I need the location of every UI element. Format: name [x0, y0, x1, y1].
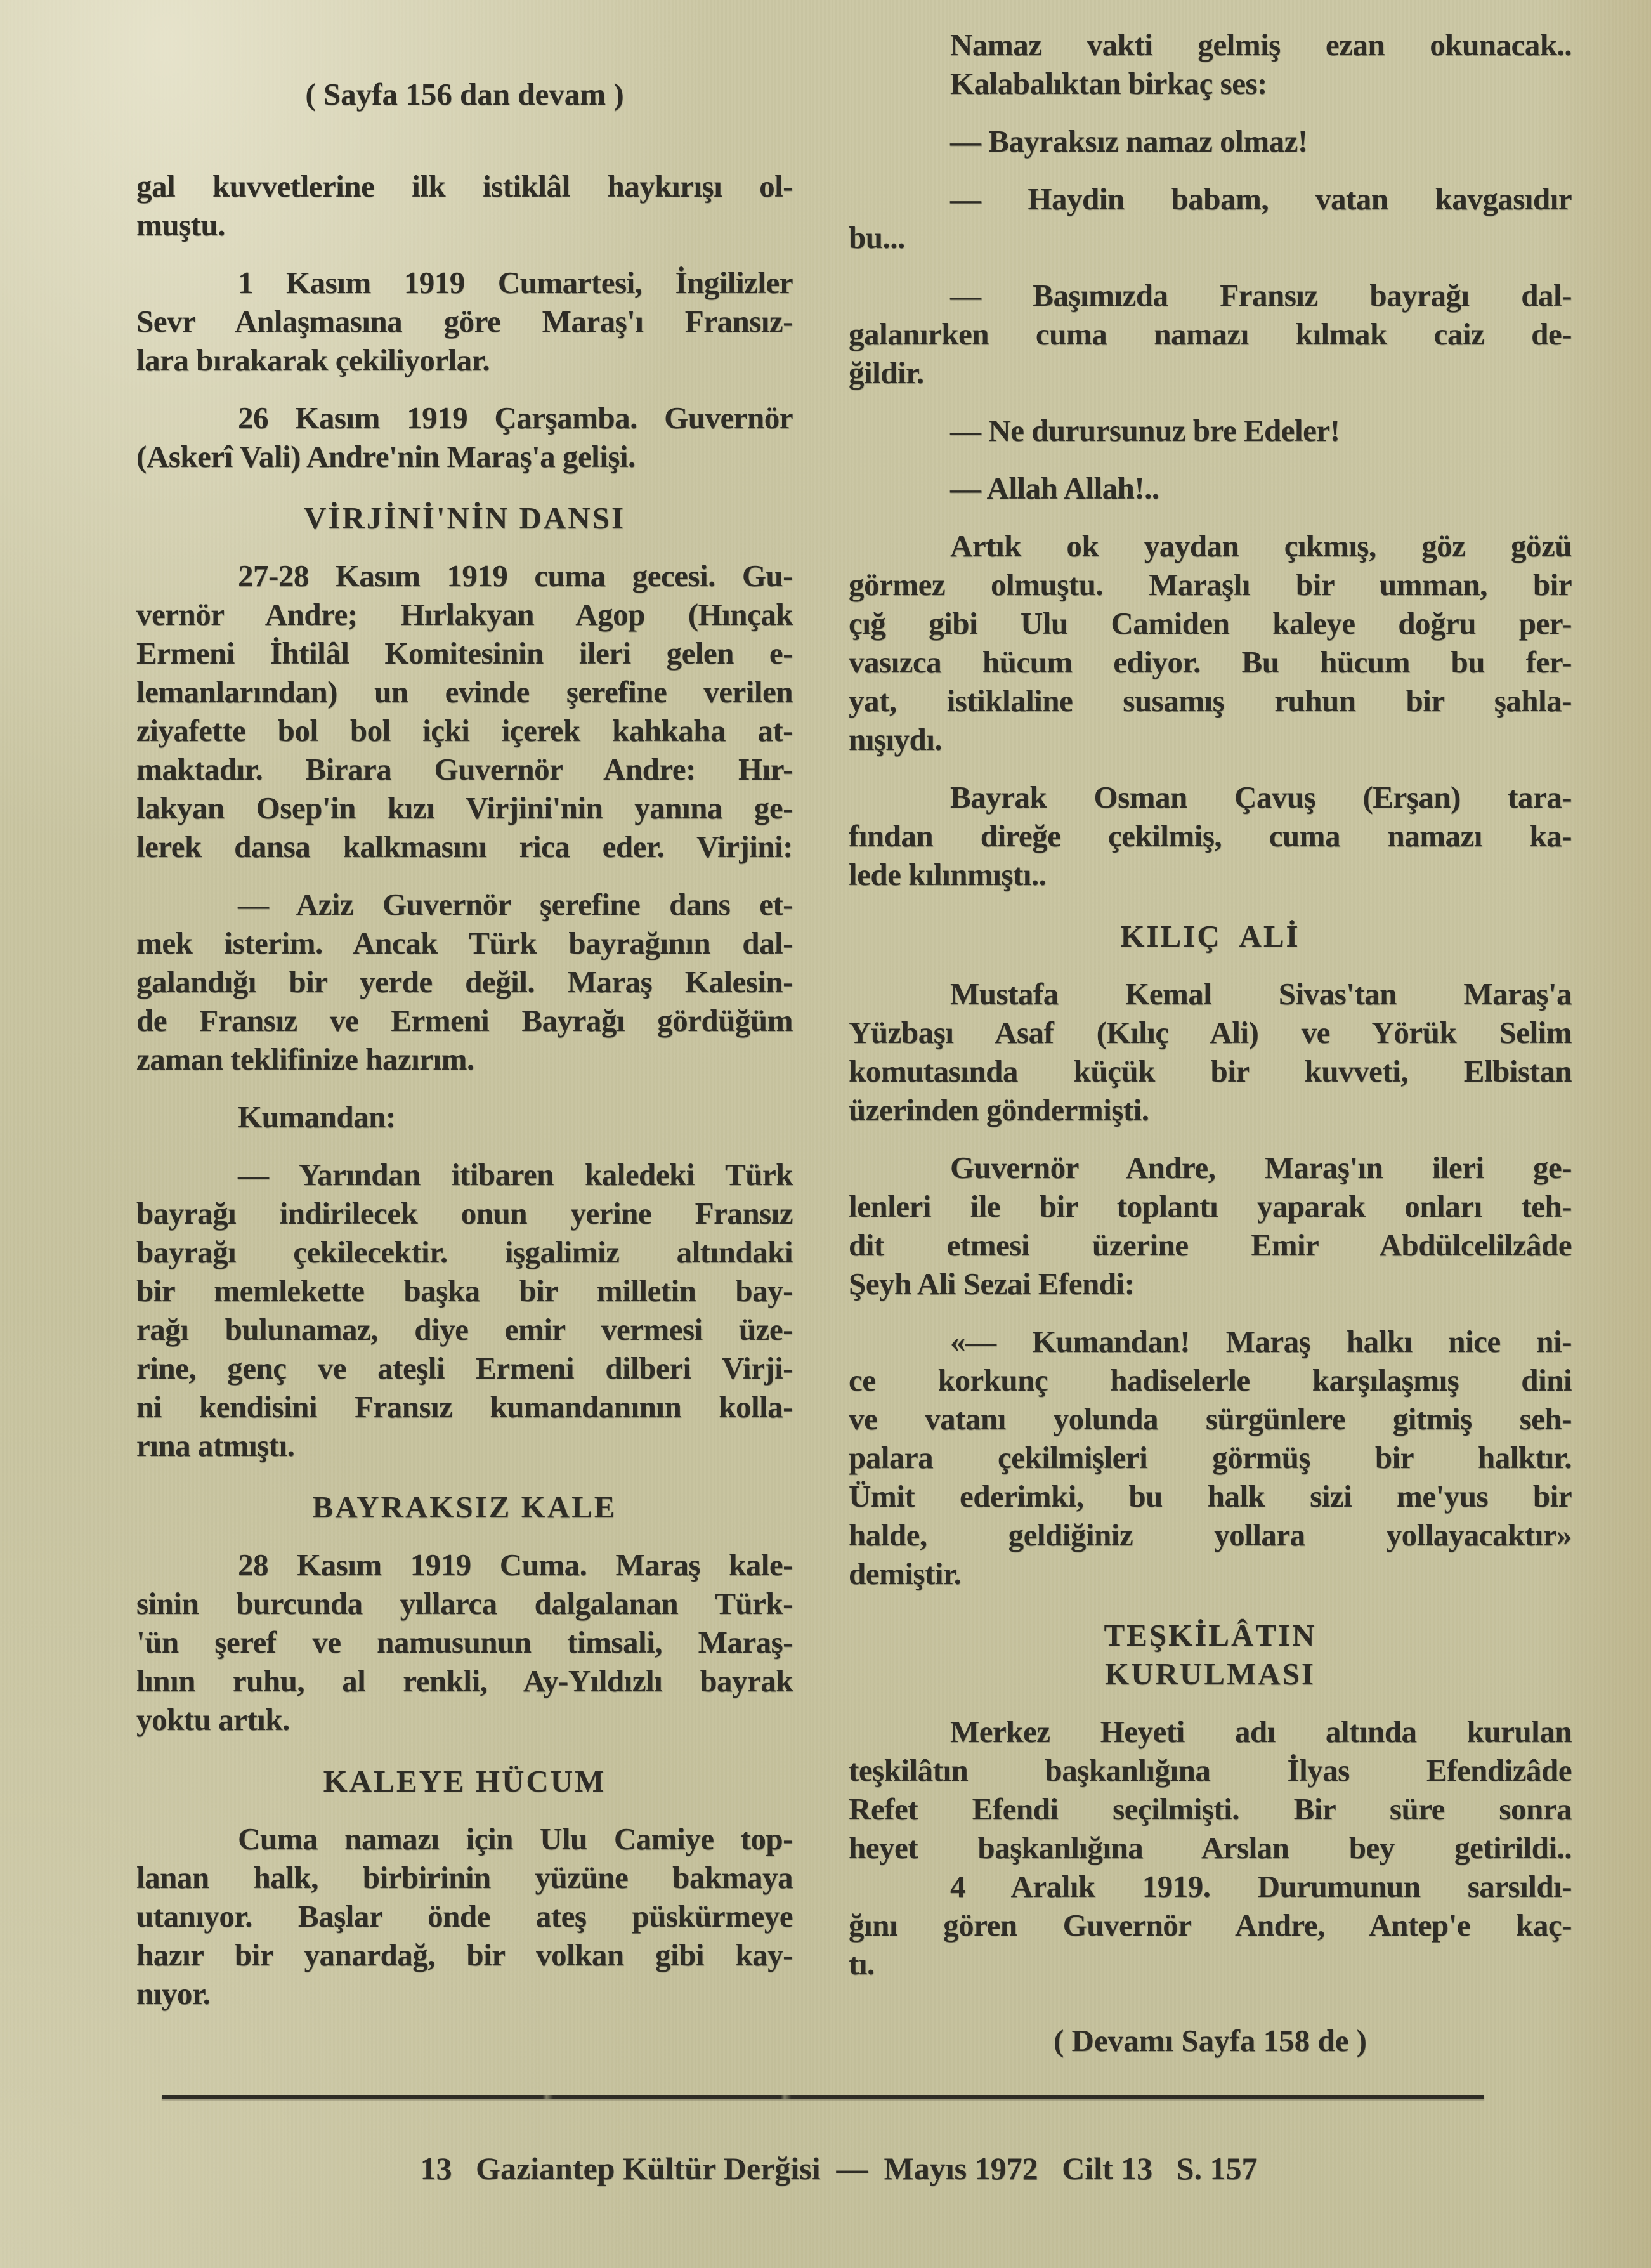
- heading-line: KILIÇ ALİ: [1120, 919, 1300, 954]
- paragraph: [136, 1819, 793, 2013]
- text-line: de Fransız ve Ermeni Bayrağı gördüğüm: [136, 1003, 793, 1038]
- text-line: mek isterim. Ancak Türk bayrağının dal-: [136, 926, 793, 960]
- text-line: vasızca hücum ediyor. Bu hücum bu fer-: [849, 645, 1572, 679]
- text-line: Mustafa Kemal Sivas'tan Maraş'a: [950, 976, 1572, 1011]
- paragraph: [849, 527, 1572, 759]
- text-line: Bayrak Osman Çavuş (Erşan) tara-: [950, 780, 1572, 815]
- text-line: Ümit ederimki, bu halk sizi me'yus bir: [849, 1479, 1572, 1514]
- text-line: ziyafette bol bol içki içerek kahkaha at-: [136, 713, 793, 748]
- text-line: — Aziz Guvernör şerefine dans et-: [238, 887, 793, 922]
- text-line: lanan halk, birbirinin yüzüne bakmaya: [136, 1860, 793, 1895]
- text-line: Artık ok yaydan çıkmış, göz gözü: [950, 528, 1572, 563]
- paragraph: [849, 469, 1572, 508]
- note-line: ( Devamı Sayfa 158 de ): [1053, 2023, 1367, 2058]
- text-line: bayrağı indirilecek onun yerine Fransız: [136, 1196, 793, 1231]
- text-line: heyet başkanlığına Arslan bey getirildi..: [849, 1830, 1572, 1865]
- footer-text: 13 Gaziantep Kültür Derğisi — Mayıs 1972 Cilt 13 S. 157: [420, 2151, 1258, 2186]
- text-line: Ermeni İhtilâl Komitesinin ileri gelen e-: [136, 636, 793, 671]
- paragraph: [849, 974, 1572, 1129]
- text-line: Refet Efendi seçilmişti. Bir süre sonra: [849, 1792, 1572, 1826]
- section-heading: [136, 1488, 793, 1526]
- text-line: nışıydı.: [849, 722, 943, 757]
- text-line: Cuma namazı için Ulu Camiye top-: [238, 1821, 793, 1856]
- text-line: 'ün şeref ve namusunun timsali, Maraş-: [136, 1625, 793, 1660]
- text-line: 1 Kasım 1919 Cumartesi, İngilizler: [238, 265, 793, 300]
- text-line: halde, geldiğiniz yollara yollayacaktır»: [849, 1517, 1572, 1552]
- paragraph: [849, 1712, 1572, 1867]
- text-line: 27-28 Kasım 1919 cuma gecesi. Gu-: [238, 558, 793, 593]
- text-line: muştu.: [136, 207, 225, 242]
- text-line: Yüzbaşı Asaf (Kılıç Ali) ve Yörük Selim: [849, 1015, 1572, 1050]
- text-line: tı.: [849, 1946, 875, 1981]
- text-line: lakyan Osep'in kızı Virjini'nin yanına ge-: [136, 790, 793, 825]
- text-line: ve vatanı yolunda sürgünlere gitmiş seh-: [849, 1401, 1572, 1436]
- text-line: utanıyor. Başlar önde ateş püskürmeye: [136, 1899, 793, 1934]
- text-line: bayrağı çekilecektir. işgalimiz altındaki: [136, 1235, 793, 1269]
- text-line: — Haydin babam, vatan kavgasıdır: [950, 181, 1572, 216]
- text-line: bu...: [849, 220, 905, 255]
- heading-line: KALEYE HÜCUM: [323, 1764, 606, 1799]
- text-line: — Ne durursunuz bre Edeler!: [950, 413, 1340, 448]
- text-line: rına atmıştı.: [136, 1428, 295, 1463]
- text-line: yoktu artık.: [136, 1702, 290, 1737]
- text-line: lenleri ile bir toplantı yaparak onları teh-: [849, 1189, 1572, 1224]
- text-line: lara bırakarak çekiliyorlar.: [136, 343, 490, 377]
- heading-line: TEŞKİLÂTIN: [1104, 1618, 1317, 1653]
- text-line: Namaz vakti gelmiş ezan okunacak..: [950, 27, 1572, 62]
- text-line: ğını gören Guvernör Andre, Antep'e kaç-: [849, 1908, 1572, 1943]
- text-line: yat, istiklaline susamış ruhun bir şahla-: [849, 683, 1572, 718]
- paragraph: [136, 1545, 793, 1739]
- text-line: hazır bir yanardağ, bir volkan gibi kay-: [136, 1937, 793, 1972]
- text-line: rine, genç ve ateşli Ermeni dilberi Virji-: [136, 1351, 793, 1386]
- paragraph: [849, 1322, 1572, 1593]
- text-line: lede kılınmıştı..: [849, 857, 1047, 892]
- text-line: dit etmesi üzerine Emir Abdülcelilzâde: [849, 1228, 1572, 1262]
- text-line: vernör Andre; Hırlakyan Agop (Hınçak: [136, 597, 793, 632]
- text-line: nıyor.: [136, 1976, 211, 2011]
- text-line: Guvernör Andre, Maraş'ın ileri ge-: [950, 1150, 1572, 1185]
- paragraph: [136, 398, 793, 476]
- text-line: 26 Kasım 1919 Çarşamba. Guvernör: [238, 400, 793, 435]
- text-line: galandığı bir yerde değil. Maraş Kalesin-: [136, 964, 793, 999]
- section-heading: [849, 917, 1572, 955]
- paragraph: [849, 778, 1572, 894]
- heading-line: VİRJİNİ'NİN DANSI: [303, 501, 626, 535]
- text-line: ğildir.: [849, 355, 924, 390]
- paragraph: [136, 167, 793, 244]
- paragraph: [849, 1148, 1572, 1303]
- section-heading: [136, 1762, 793, 1800]
- text-line: görmez olmuştu. Maraşlı bir umman, bir: [849, 567, 1572, 602]
- text-line: 4 Aralık 1919. Durumunun sarsıldı-: [950, 1869, 1572, 1904]
- text-line: palara çekilmişleri görmüş bir halktır.: [849, 1440, 1572, 1475]
- text-line: galanırken cuma namazı kılmak caiz de-: [849, 317, 1572, 351]
- text-line: fından direğe çekilmiş, cuma namazı ka-: [849, 818, 1572, 853]
- text-line: sinin burcunda yıllarca dalgalanan Türk-: [136, 1586, 793, 1621]
- text-line: rağı bulunamaz, diye emir vermesi üze-: [136, 1312, 793, 1347]
- section-heading: [136, 499, 793, 537]
- text-line: demiştir.: [849, 1556, 962, 1591]
- text-line: lerek dansa kalkmasını rica eder. Virjini:: [136, 829, 793, 864]
- paragraph: [849, 276, 1572, 392]
- paragraph: [849, 180, 1572, 257]
- text-line: ce korkunç hadiselerle karşılaşmış dini: [849, 1363, 1572, 1398]
- left-column: [136, 75, 793, 2013]
- text-line: «— Kumandan! Maraş halkı nice ni-: [950, 1324, 1572, 1359]
- text-line: Şeyh Ali Sezai Efendi:: [849, 1266, 1135, 1301]
- text-line: — Yarından itibaren kaledeki Türk: [238, 1157, 793, 1192]
- text-line: teşkilâtın başkanlığına İlyas Efendizâde: [849, 1753, 1572, 1788]
- section-heading: [849, 1616, 1572, 1693]
- text-line: lının ruhu, al renkli, Ay-Yıldızlı bayrak: [136, 1663, 793, 1698]
- note-line: ( Sayfa 156 dan devam ): [305, 77, 624, 112]
- paragraph: [136, 1155, 793, 1465]
- footer-rule: [162, 2095, 1484, 2099]
- right-column: [849, 25, 1572, 2060]
- text-line: Sevr Anlaşmasına göre Maraş'ı Fransız-: [136, 304, 793, 339]
- text-line: Merkez Heyeti adı altında kurulan: [950, 1714, 1572, 1749]
- text-line: — Allah Allah!..: [950, 471, 1159, 506]
- text-line: zaman teklifinize hazırım.: [136, 1042, 474, 1077]
- paragraph: [136, 556, 793, 866]
- text-line: gal kuvvetlerine ilk istiklâl haykırışı ol-: [136, 169, 793, 204]
- paragraph: [849, 25, 1572, 103]
- continuation-note: [849, 2021, 1572, 2060]
- paragraph: [849, 411, 1572, 450]
- paragraph: [136, 1098, 793, 1136]
- continuation-note: [136, 75, 793, 114]
- text-line: maktadır. Birara Guvernör Andre: Hır-: [136, 752, 793, 787]
- text-line: — Başımızda Fransız bayrağı dal-: [950, 278, 1572, 313]
- paragraph: [136, 885, 793, 1078]
- text-line: çığ gibi Ulu Camiden kaleye doğru per-: [849, 606, 1572, 641]
- text-line: ni kendisini Fransız kumandanının kolla-: [136, 1389, 793, 1424]
- heading-line: KURULMASI: [1105, 1656, 1315, 1691]
- footer: [162, 2111, 1484, 2186]
- text-line: üzerinden göndermişti.: [849, 1092, 1149, 1127]
- paragraph: [136, 263, 793, 379]
- text-line: lemanlarından) un evinde şerefine verilen: [136, 674, 793, 709]
- paragraph: [849, 122, 1572, 161]
- text-line: 28 Kasım 1919 Cuma. Maraş kale-: [238, 1547, 793, 1582]
- text-line: — Bayraksız namaz olmaz!: [950, 124, 1308, 159]
- text-line: Kumandan:: [238, 1099, 396, 1134]
- paragraph: [849, 1867, 1572, 1983]
- text-line: komutasında küçük bir kuvveti, Elbistan: [849, 1054, 1572, 1089]
- heading-line: BAYRAKSIZ KALE: [312, 1490, 617, 1524]
- text-line: (Askerî Vali) Andre'nin Maraş'a gelişi.: [136, 439, 636, 474]
- text-line: Kalabalıktan birkaç ses:: [950, 66, 1267, 101]
- text-line: bir memlekette başka bir milletin bay-: [136, 1273, 793, 1308]
